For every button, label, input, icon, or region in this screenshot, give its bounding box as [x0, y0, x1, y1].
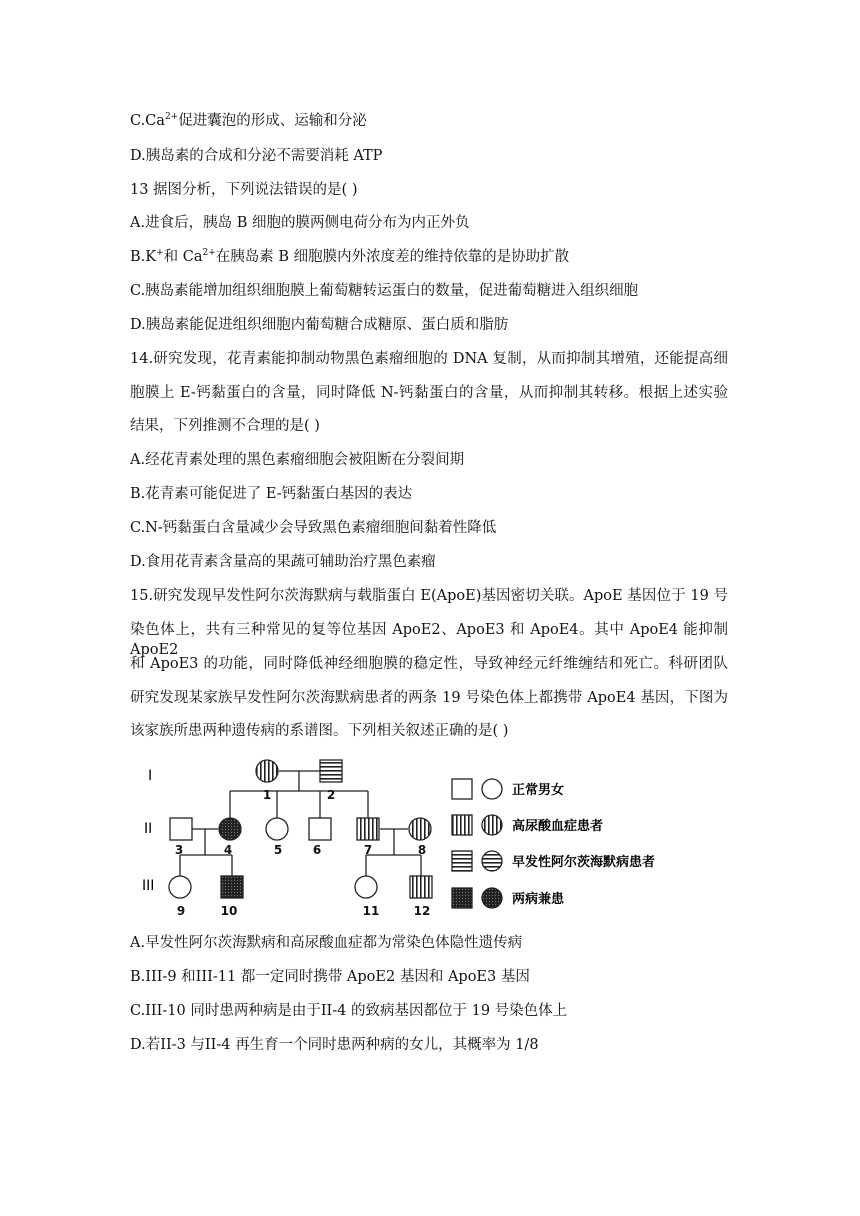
id-label-11: 11	[362, 904, 380, 918]
legend-alzheimer-male	[452, 851, 472, 871]
individual-iii-11	[355, 876, 377, 898]
individual-iii-12	[410, 876, 432, 898]
id-label-12: 12	[413, 904, 431, 918]
pedigree-chart	[140, 750, 700, 925]
individual-i-2	[320, 760, 342, 782]
q13-option-c: C.胰岛素能增加组织细胞膜上葡萄糖转运蛋白的数量，促进葡萄糖进入组织细胞	[130, 283, 639, 299]
id-label-3: 3	[174, 843, 184, 857]
legend-label-hyperuricemia: 高尿酸血症患者	[512, 819, 604, 834]
q13-option-d: D.胰岛素能促进组织细胞内葡萄糖合成糖原、蛋白质和脂肪	[130, 317, 509, 333]
legend-normal-female	[482, 779, 502, 799]
q15-stem-line3: 和 ApoE3 的功能，同时降低神经细胞膜的稳定性，导致神经元纤维缠结和死亡。科研团队	[130, 656, 728, 672]
q14-option-d: D.食用花青素含量高的果蔬可辅助治疗黑色素瘤	[130, 554, 436, 570]
q15-option-c: C.III-10 同时患两种病是由于II-4 的致病基因都位于 19 号染色体上	[130, 1003, 568, 1019]
individual-ii-3	[170, 818, 192, 840]
q15-option-d: D.若II-3 与II-4 再生育一个同时患两种病的女儿，其概率为 1/8	[130, 1037, 539, 1053]
individual-i-1	[256, 760, 278, 782]
q13-option-b: B.K+和 $Ca^{2+}$在胰岛素 B 细胞膜内外浓度差的维持依靠的是协助扩散	[130, 248, 570, 265]
q14-stem-line3: 结果，下列推测不合理的是( )	[130, 418, 320, 434]
gen-label-iii: III	[142, 878, 155, 894]
legend-normal-male	[452, 779, 472, 799]
legend-label-alzheimer: 早发性阿尔茨海默病患者	[512, 855, 656, 870]
individual-ii-8	[409, 818, 431, 840]
q15-option-a: A.早发性阿尔茨海默病和高尿酸血症都为常染色体隐性遗传病	[130, 935, 523, 951]
id-label-4: 4	[223, 843, 233, 857]
id-label-1: 1	[262, 788, 272, 802]
q12-option-c: $C.Ca^{2+}$促进囊泡的形成、运输和分泌	[130, 112, 367, 129]
legend-hyperuricemia-male	[452, 815, 472, 835]
individual-ii-4	[219, 818, 241, 840]
q15-stem-line5: 该家族所患两种遗传病的系谱图。下列相关叙述正确的是( )	[130, 723, 509, 739]
individual-ii-6	[309, 818, 331, 840]
legend-label-normal: 正常男女	[512, 783, 565, 798]
q13-option-a: A.进食后，胰岛 B 细胞的膜两侧电荷分布为内正外负	[130, 215, 470, 231]
q12-option-d: D.胰岛素的合成和分泌不需要消耗 ATP	[130, 148, 383, 164]
q14-option-c: C.N-钙黏蛋白含量减少会导致黑色素瘤细胞间黏着性降低	[130, 520, 497, 536]
id-label-5: 5	[273, 843, 283, 857]
q14-stem-line1: 14.研究发现，花青素能抑制动物黑色素瘤细胞的 DNA 复制，从而抑制其增殖，还能提高细	[130, 351, 728, 367]
q14-option-a: A.经花青素处理的黑色素瘤细胞会被阻断在分裂间期	[130, 452, 465, 468]
q14-stem-line2: 胞膜上 E-钙黏蛋白的含量，同时降低 N-钙黏蛋白的含量，从而抑制其转移。根据上述实验	[130, 385, 728, 401]
q15-option-b: B.III-9 和III-11 都一定同时携带 ApoE2 基因和 ApoE3 基因	[130, 969, 530, 985]
id-label-7: 7	[363, 843, 373, 857]
individual-ii-7	[357, 818, 379, 840]
individual-iii-10	[221, 876, 243, 898]
q13-stem: 13 据图分析，下列说法错误的是( )	[130, 182, 358, 198]
gen-label-ii: II	[144, 821, 153, 837]
q15-stem-line4: 研究发现某家族早发性阿尔茨海默病患者的两条 19 号染色体上都携带 ApoE4 基因，下图为	[130, 690, 728, 706]
legend-both-male	[452, 888, 472, 908]
id-label-9: 9	[176, 904, 186, 918]
gen-label-i: I	[148, 768, 153, 784]
q15-stem-line1: 15.研究发现早发性阿尔茨海默病与载脂蛋白 E(ApoE)基因密切关联。ApoE 基因位于 19 号	[130, 588, 728, 604]
q14-option-b: B.花青素可能促进了 E-钙黏蛋白基因的表达	[130, 486, 413, 502]
legend-hyperuricemia-female	[482, 815, 502, 835]
id-label-10: 10	[220, 904, 238, 918]
id-label-6: 6	[312, 843, 322, 857]
id-label-8: 8	[417, 843, 427, 857]
q15-stem-line2: 染色体上，共有三种常见的复等位基因 ApoE2、ApoE3 和 ApoE4。其中 ApoE4 能抑制 ApoE2	[130, 622, 728, 658]
legend-alzheimer-female	[482, 851, 502, 871]
legend-both-female	[482, 888, 502, 908]
individual-iii-9	[169, 876, 191, 898]
individual-ii-5	[266, 818, 288, 840]
legend-label-both: 两病兼患	[512, 892, 565, 907]
id-label-2: 2	[326, 788, 336, 802]
pedigree-legend	[452, 779, 655, 908]
